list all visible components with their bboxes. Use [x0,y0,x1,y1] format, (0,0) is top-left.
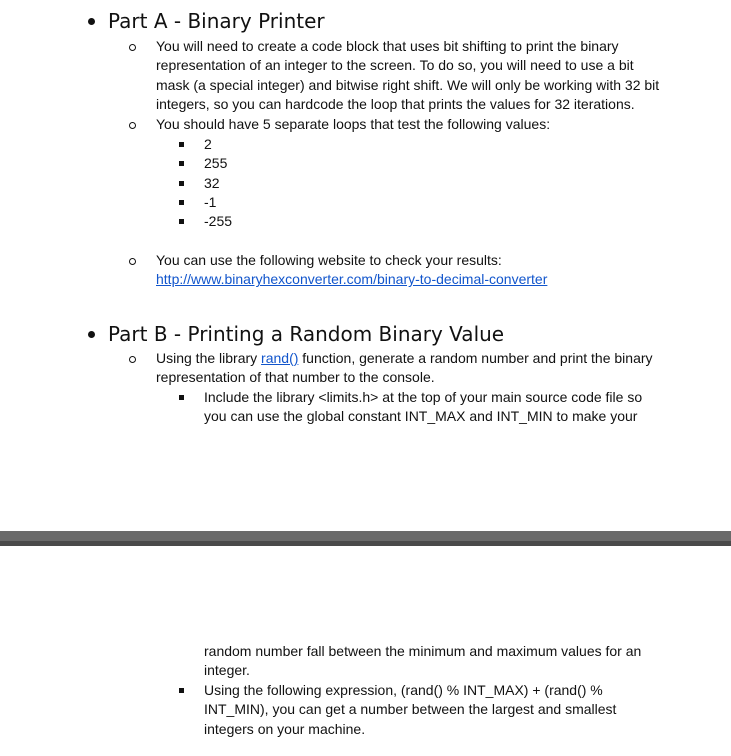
text-line: Include the library <limits.h> at the top of your main source code file so [204,389,643,405]
part-a-paragraph-3 [156,251,547,290]
bullet-para-b1 [129,356,136,363]
text-line: representation of an integer to the screen. To do so, you will need to use a bit [156,57,634,74]
bullet-para-a3 [129,258,136,265]
text-fragment: function, generate a random number and print the binary [298,350,653,366]
part-b-heading: Part B - Printing a Random Binary Value [108,322,505,346]
part-a-paragraph-2: You should have 5 separate loops that test the following values: [156,116,551,132]
part-b-subitem-1 [204,388,642,427]
bullet-part-b [88,331,95,338]
list-item-value: -255 [204,213,233,229]
text-line: integer. [204,662,250,679]
text-line: random number fall between the minimum and maximum values for an [204,643,642,659]
part-b-subitem-2 [204,681,616,739]
list-bullet [179,161,184,166]
list-bullet [179,688,184,693]
text-line [156,349,653,368]
part-b-subitem-1-continued [204,642,641,681]
part-b-paragraph-1 [156,349,653,388]
text-line: integers on your machine. [204,720,366,737]
text-line: You will need to create a code block that uses bit shifting to print the binary [156,38,619,54]
list-item-value: 32 [204,175,220,191]
rand-function-link[interactable]: rand() [261,350,299,366]
text-line: integers, so you can hardcode the loop that prints the values for 32 iterations. [156,95,635,112]
bullet-part-a [88,18,95,25]
text-fragment: Using the library [156,350,262,366]
text-line: representation of that number to the console. [156,369,435,386]
list-bullet [179,142,184,147]
list-item-value: 255 [204,155,228,171]
text-line: You can use the following website to check your results: [156,252,502,268]
text-line: you can use the global constant INT_MAX and INT_MIN to make your [204,408,638,425]
bullet-para-a1 [129,44,136,51]
page-break-divider [0,531,731,546]
text-line: Using the following expression, (rand() % INT_MAX) + (rand() % [204,682,603,698]
binary-converter-link[interactable]: http://www.binaryhexconverter.com/binary-to-decimal-converter [156,271,548,288]
list-item-value: 2 [204,136,212,152]
list-bullet [179,181,184,186]
list-bullet [179,395,184,400]
list-item-value: -1 [204,194,217,210]
part-a-heading: Part A - Binary Printer [108,9,325,33]
bullet-para-a2 [129,122,136,129]
document-page-bottom [0,546,731,756]
text-line: mask (a special integer) and bitwise right shift. We will only be working with 32 bit [156,76,660,93]
list-bullet [179,200,184,205]
text-line: INT_MIN), you can get a number between the largest and smallest [204,701,617,718]
list-bullet [179,219,184,224]
part-a-paragraph-1 [156,37,659,114]
